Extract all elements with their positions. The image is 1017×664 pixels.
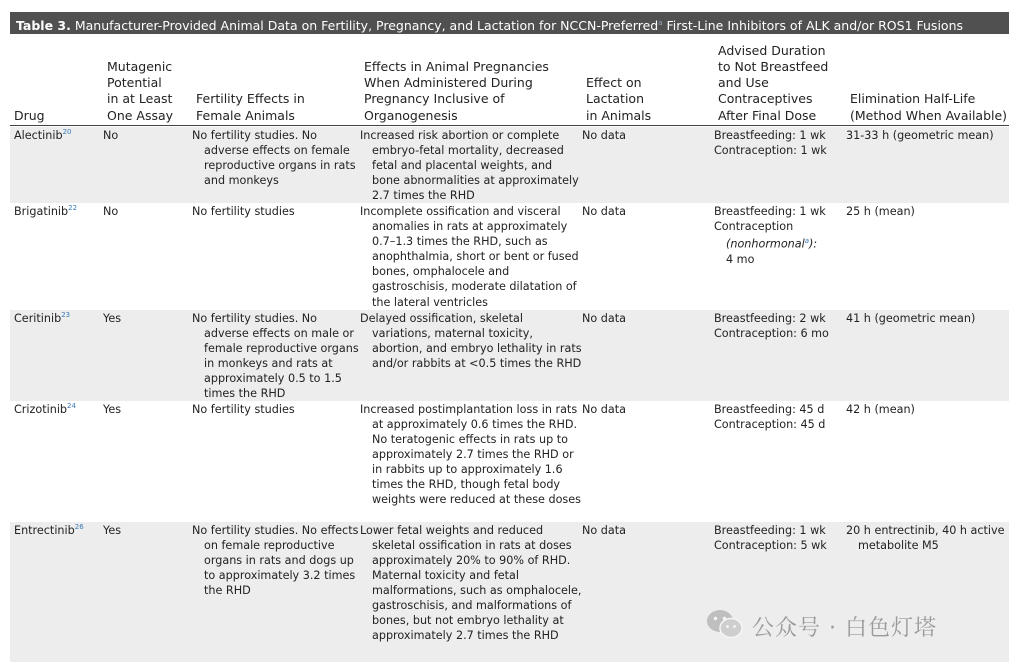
fertility-cell: No fertility studies	[192, 205, 295, 219]
drug-cell: Ceritinib$^{23}$	[10, 310, 103, 401]
reference-link[interactable]: 23	[61, 310, 71, 319]
halflife-cell: 41 h (geometric mean)	[846, 310, 1009, 401]
mutagenic-cell: No	[103, 205, 119, 219]
mutagenic-cell: No	[103, 127, 192, 203]
lactation-cell: No data	[582, 522, 714, 662]
fertility-cell: No fertility studies	[192, 402, 295, 416]
wechat-icon	[706, 608, 744, 644]
table-row	[10, 401, 1009, 522]
fertility-cell: No fertility studies. No effects on female reproductive organs in rats and dogs up to approximately 3.2 times the RHD	[192, 522, 360, 662]
table-title-suffix: First-Line Inhibitors of ALK and/or ROS1 Fusions	[666, 18, 964, 34]
data-table	[10, 127, 1009, 662]
header-duration: Advised Duration to Not Breastfeed and Use Contraceptives After Final Dose	[718, 42, 829, 123]
pregnancy-cell: Delayed ossification, skeletal variations, maternal toxicity, abortion, and embryo lethality in rats and/or rabbits at <0.5 times the RHD	[360, 310, 582, 401]
duration-cell: Breastfeeding: 45 d Contraception: 45 d	[714, 402, 826, 431]
duration-cell: Breastfeeding: 1 wk Contraception (nonhormonal$^a$): 4 mo	[714, 205, 826, 267]
mutagenic-cell: Yes	[103, 522, 192, 662]
table-row	[10, 203, 1009, 309]
pregnancy-cell: Incomplete ossification and visceral anomalies in rats at approximately 0.7–1.3 times the RHD, such as anophthalmia, short or bent or fused bones, omphalocele and gastroschisis, moderate dilatation of the lateral ventricles	[360, 205, 579, 309]
halflife-cell: 20 h entrectinib, 40 h active metabolite M5	[846, 522, 1009, 662]
table-title	[10, 12, 1009, 34]
header-lactation: Effect on Lactation in Animals	[586, 75, 652, 123]
header-rule	[10, 125, 1009, 126]
table-header	[10, 40, 1009, 124]
table-title-footnote: a	[658, 19, 663, 27]
header-drug: Drug	[14, 107, 45, 123]
duration-cell: Breastfeeding: 1 wk Contraception: 5 wk	[714, 522, 846, 662]
fertility-cell: No fertility studies. No adverse effects on male or female reproductive organs in monkeys and rats at approximately 0.5 to 1.5 times the RHD	[192, 311, 359, 400]
lactation-cell: No data	[582, 310, 714, 401]
halflife-cell: 31-33 h (geometric mean)	[846, 127, 1009, 203]
table-row	[10, 310, 1009, 401]
drug-cell: Alectinib$^{20}$	[10, 127, 103, 203]
watermark	[706, 606, 937, 646]
duration-cell: Breastfeeding: 1 wk Contraception: 1 wk	[714, 127, 846, 203]
mutagenic-cell: Yes	[103, 402, 122, 416]
lactation-cell: No data	[582, 402, 626, 416]
header-fertility: Fertility Effects in Female Animals	[196, 91, 305, 123]
reference-link[interactable]: 22	[68, 204, 78, 213]
reference-link[interactable]: 20	[62, 128, 72, 136]
header-halflife: Elimination Half-Life (Method When Available)	[850, 91, 1008, 123]
table-title-prefix: Table 3.	[16, 18, 71, 34]
header-mutagenic: Mutagenic Potential in at Least One Assay	[107, 58, 174, 123]
reference-link[interactable]: 24	[67, 401, 76, 410]
drug-cell: Crizotinib$^{24}$	[14, 401, 76, 416]
reference-link[interactable]: 26	[74, 522, 84, 531]
duration-cell: Breastfeeding: 2 wk Contraception: 6 mo	[714, 310, 846, 401]
pregnancy-cell: Increased risk abortion or complete embryo-fetal mortality, decreased fetal and placental weights, and bone abnormalities at approximately 2.7 times the RHD	[360, 127, 582, 203]
lactation-cell: No data	[582, 127, 714, 203]
header-pregnancy: Effects in Animal Pregnancies When Administered During Pregnancy Inclusive of Organogenesis	[364, 58, 549, 123]
table-row	[10, 127, 1009, 203]
drug-cell: Entrectinib$^{26}$	[10, 522, 103, 662]
pregnancy-cell: Lower fetal weights and reduced skeletal ossification in rats at doses approximately 20% to 90% of RHD. Maternal toxicity and fetal malformations, such as omphalocele, gastroschisis, and malformations of bones, but not embryo lethality at approximately 2.7 times the RHD	[360, 522, 582, 662]
mutagenic-cell: Yes	[103, 310, 192, 401]
drug-cell: Brigatinib$^{22}$	[14, 204, 78, 219]
fertility-cell: No fertility studies. No adverse effects on female reproductive organs in rats and monkeys	[192, 127, 360, 203]
watermark-text: 公众号 · 白色灯塔	[752, 615, 937, 641]
halflife-cell: 42 h (mean)	[846, 402, 915, 416]
halflife-cell: 25 h (mean)	[846, 205, 915, 219]
lactation-cell: No data	[582, 205, 626, 219]
table-title-text: Manufacturer-Provided Animal Data on Fertility, Pregnancy, and Lactation for NCCN-Preferred	[74, 18, 659, 34]
pregnancy-cell: Increased postimplantation loss in rats at approximately 0.6 times the RHD. No teratogenic effects in rats up to approximately 2.7 times the RHD or in rabbits up to approximately 1.6 times the RHD, though fetal body weights were reduced at these doses	[360, 402, 581, 507]
